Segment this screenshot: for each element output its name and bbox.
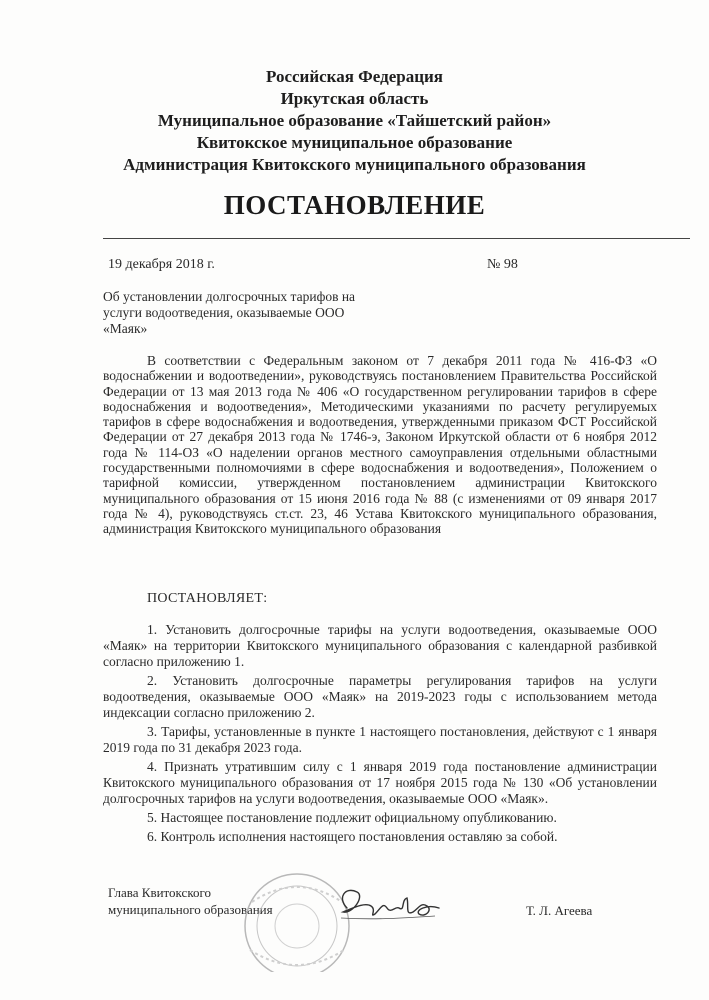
handwritten-signature-icon [335,878,445,928]
document-header [0,66,709,176]
resolution-item-3: 3. Тарифы, установленные в пункте 1 настоящего постановления, действуют с 1 января 2019 года по 31 декабря 2023 года. [103,724,657,755]
header-divider [103,238,690,239]
signatory-title-line-2: муниципального образования [108,902,273,917]
header-line-administration: Администрация Квитокского муниципального образования [123,155,586,174]
header-line-municipality: Квитокское муниципальное образование [196,133,513,152]
document-date: 19 декабря 2018 г. [108,257,215,272]
resolution-item-1: 1. Установить долгосрочные тарифы на услуги водоотведения, оказываемые ООО «Маяк» на территории Квитокского муниципального образования с календарной разбивкой согласно приложению 1. [103,622,657,669]
preamble-paragraph: В соответствии с Федеральным законом от 7 декабря 2011 года № 416-ФЗ «О водоснабжении и водоотведении», руководствуясь постановлением Правительства Российской Федерации от 13 мая 2013 года № 406 «О государственном регулировании тарифов в сфере водоснабжения и водоотведения», Методическими указаниями по расчету регулируемых тарифов в сфере водоснабжения и водоотведения, утвержденными приказом ФСТ Российской Федерации от 27 декабря 2013 года № 1746-э, Законом Иркутской области от 6 ноября 2012 года № 114-ОЗ «О наделении органов местного самоуправления отдельными областными государственными полномочиями в сфере водоснабжения и водоотведения», Положением о тарифной комиссии, утвержденном постановлением администрации Квитокского муниципального образования от 15 июня 2016 года № 88 (с изменениями от 09 января 2017 года № 4), руководствуясь ст.ст. 23, 46 Устава Квитокского муниципального образования, администрация Квитокского муниципального образования [103,353,657,537]
resolution-item-4: 4. Признать утратившим силу с 1 января 2019 года постановление администрации Квитокского муниципального образования от 17 ноября 2015 года № 130 «Об установлении долгосрочных тарифов на услуги водоотведения, оказываемые ООО «Маяк». [103,759,657,806]
header-line-district: Муниципальное образование «Тайшетский район» [157,111,552,130]
signatory-name: Т. Л. Агеева [526,903,593,918]
header-line-region: Иркутская область [280,89,429,108]
document-subject: Об установлении долгосрочных тарифов на услуги водоотведения, оказываемые ООО «Маяк» [103,289,356,336]
document-title: ПОСТАНОВЛЕНИЕ [223,190,486,220]
resolution-item-2: 2. Установить долгосрочные параметры регулирования тарифов на услуги водоотведения, оказываемые ООО «Маяк» на 2019-2023 годы с использованием метода индексации согласно приложению 2. [103,673,657,720]
resolution-item-6: 6. Контроль исполнения настоящего постановления оставляю за собой. [147,829,558,844]
document-number: № 98 [487,257,518,272]
resolution-items [103,622,657,848]
resolution-item-5: 5. Настоящее постановление подлежит официальному опубликованию. [147,810,557,825]
resolves-heading: ПОСТАНОВЛЯЕТ: [147,591,268,606]
header-line-country: Российская Федерация [266,67,443,86]
signatory-title-line-1: Глава Квитокского [108,885,211,900]
